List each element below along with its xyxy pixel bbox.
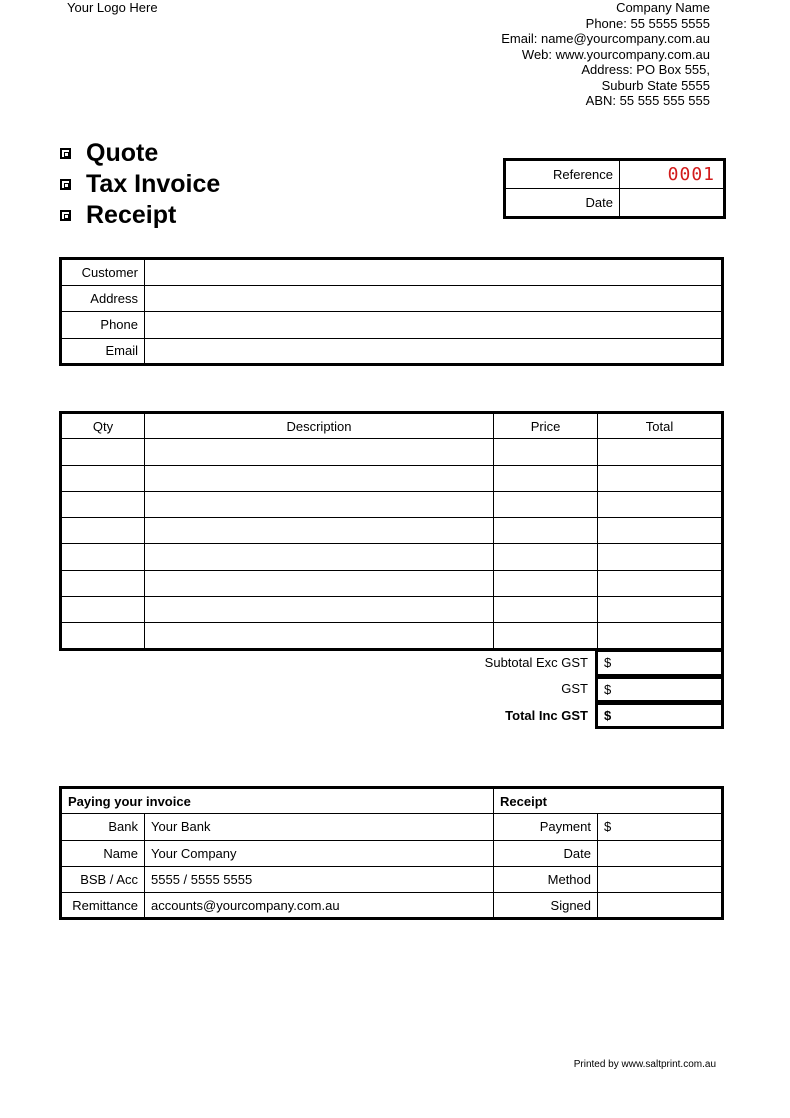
receipt-date-label: Date [494,840,598,866]
receipt-method-label: Method [494,866,598,892]
qty-cell[interactable] [61,597,145,623]
company-phone: Phone: 55 5555 5555 [585,15,710,31]
qty-cell[interactable] [61,518,145,544]
printed-by-footer: Printed by www.saltprint.com.au [573,1059,716,1070]
payment-table [59,786,724,920]
company-email: Email: name@yourcompany.com.au [501,31,710,46]
table-row [61,518,723,544]
document-type-list [58,138,220,231]
price-cell[interactable] [494,518,598,544]
total-row [440,702,724,729]
table-row [61,570,723,596]
company-abn: ABN: 55 555 555 555 [585,93,710,108]
address-field[interactable] [145,285,723,312]
price-header: Price [494,413,598,439]
paying-invoice-title: Paying your invoice [61,788,494,814]
customer-label: Customer [61,259,145,286]
phone-label: Phone [61,312,145,339]
table-row [61,597,723,623]
description-cell[interactable] [145,623,494,649]
doctype-tax-invoice[interactable] [58,169,220,200]
phone-row [61,312,723,339]
description-cell[interactable] [145,597,494,623]
company-web: Web: www.yourcompany.com.au [521,46,710,62]
payment-header-row [61,788,723,814]
phone-field[interactable] [145,312,723,339]
total-cell[interactable] [598,491,723,517]
qty-cell[interactable] [61,544,145,570]
total-cell[interactable] [598,518,723,544]
reference-row [505,160,725,189]
receipt-payment-field[interactable]: $ [598,814,723,840]
date-row [505,189,725,218]
line-item-rows [61,439,723,649]
total-cell[interactable] [598,597,723,623]
gst-field[interactable]: $ [595,676,724,703]
gst-label: GST [561,681,588,697]
price-cell[interactable] [494,623,598,649]
remittance-label: Remittance [61,893,145,919]
qty-cell[interactable] [61,623,145,649]
description-cell[interactable] [145,491,494,517]
payment-row [61,840,723,866]
customer-table [59,257,724,366]
total-cell[interactable] [598,570,723,596]
receipt-payment-label: Payment [494,814,598,840]
checkbox-icon[interactable] [60,179,71,190]
total-header: Total [598,413,723,439]
price-cell[interactable] [494,544,598,570]
remittance-value: accounts@yourcompany.com.au [145,893,494,919]
description-cell[interactable] [145,518,494,544]
qty-cell[interactable] [61,491,145,517]
company-name: Company Name [616,0,710,15]
address-label: Address [61,285,145,312]
description-cell[interactable] [145,465,494,491]
total-cell[interactable] [598,623,723,649]
bsb-acc-label: BSB / Acc [61,866,145,892]
qty-cell[interactable] [61,439,145,465]
line-items-table [59,411,724,651]
company-details [501,0,710,109]
total-cell[interactable] [598,439,723,465]
doctype-label: Receipt [86,201,177,229]
receipt-signed-field[interactable] [598,893,723,919]
customer-row [61,259,723,286]
total-label: Total Inc GST [505,707,588,723]
company-address-line2: Suburb State 5555 [601,77,710,93]
doctype-label: Quote [86,139,159,167]
doctype-label: Tax Invoice [86,170,221,198]
bank-value: Your Bank [145,814,494,840]
description-cell[interactable] [145,439,494,465]
qty-cell[interactable] [61,465,145,491]
subtotal-row [440,649,724,676]
company-address-line1: Address: PO Box 555, [581,62,710,77]
date-label: Date [505,189,620,218]
table-row [61,544,723,570]
account-name-label: Name [61,840,145,866]
description-header: Description [145,413,494,439]
price-cell[interactable] [494,465,598,491]
price-cell[interactable] [494,491,598,517]
table-row [61,623,723,649]
total-field[interactable]: $ [595,702,724,729]
logo-placeholder: Your Logo Here [67,0,158,15]
total-cell[interactable] [598,544,723,570]
price-cell[interactable] [494,597,598,623]
reference-table [503,158,726,219]
reference-number[interactable]: 0001 [620,160,725,189]
checkbox-icon[interactable] [60,210,71,221]
bank-label: Bank [61,814,145,840]
subtotal-label: Subtotal Exc GST [484,654,588,670]
receipt-method-field[interactable] [598,866,723,892]
price-cell[interactable] [494,439,598,465]
qty-cell[interactable] [61,570,145,596]
date-field[interactable] [620,189,725,218]
checkbox-icon[interactable] [60,148,71,159]
email-field[interactable] [145,338,723,365]
payment-row [61,866,723,892]
customer-field[interactable] [145,259,723,286]
price-cell[interactable] [494,570,598,596]
bsb-acc-value: 5555 / 5555 5555 [145,866,494,892]
qty-header: Qty [61,413,145,439]
description-cell[interactable] [145,544,494,570]
gst-row [440,676,724,703]
description-cell[interactable] [145,570,494,596]
receipt-signed-label: Signed [494,893,598,919]
total-cell[interactable] [598,465,723,491]
subtotal-field[interactable]: $ [595,649,724,676]
reference-label: Reference [505,160,620,189]
receipt-date-field[interactable] [598,840,723,866]
account-name-value: Your Company [145,840,494,866]
table-row [61,439,723,465]
table-row [61,491,723,517]
payment-row [61,814,723,840]
email-row [61,338,723,365]
line-items-header [61,413,723,439]
doctype-quote[interactable] [58,138,220,169]
receipt-title: Receipt [494,788,723,814]
table-row [61,465,723,491]
address-row [61,285,723,312]
payment-row [61,893,723,919]
totals-section [440,649,724,729]
doctype-receipt[interactable] [58,200,220,231]
email-label: Email [61,338,145,365]
